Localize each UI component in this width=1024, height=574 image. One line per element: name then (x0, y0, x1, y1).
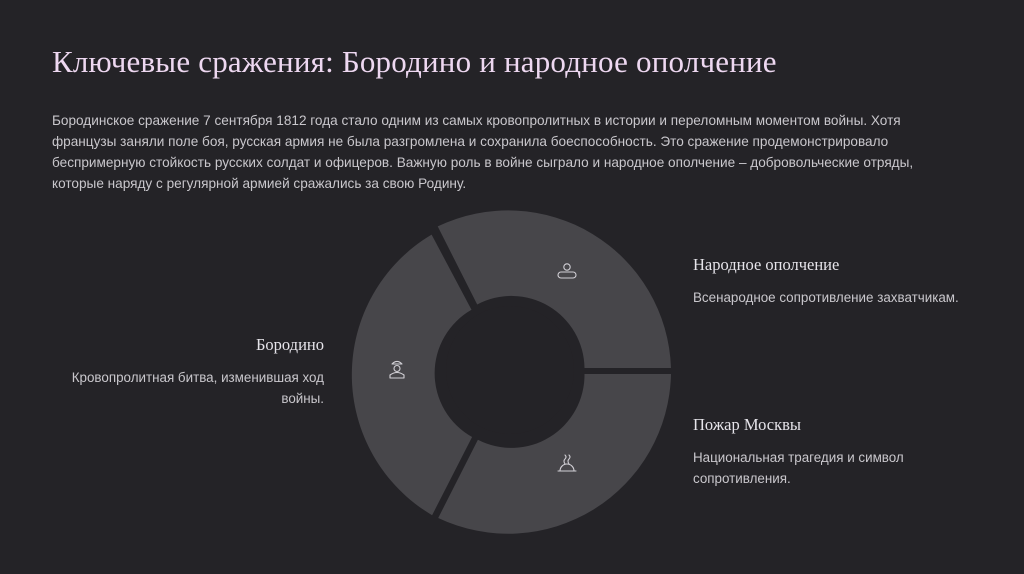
moscow-fire-text: Национальная трагедия и символ сопротивления. (693, 450, 904, 486)
label-borodino (40, 335, 324, 409)
label-moscow-fire (693, 415, 993, 489)
borodino-title: Бородино (255, 335, 324, 354)
center-hole (446, 306, 574, 434)
label-militia (693, 255, 993, 308)
intro-paragraph: Бородинское сражение 7 сентября 1812 года стало одним из самых кровопролитных в истории и переломным моментом войны. Хотя французы заняли поле боя, русская армия не была разгромлена и сохранила боеспособность. Это сражение продемонстрировало беспримерную стойкость русских солдат и офицеров. Важную роль в войне сыграло и народное ополчение – добровольческие отряды, которые наряду с регулярной армией сражались за свою Родину. (52, 113, 914, 191)
page-title: Ключевые сражения: Бородино и народное ополчение (52, 44, 777, 79)
militia-title: Народное ополчение (693, 255, 840, 274)
militia-text: Всенародное сопротивление захватчикам. (693, 290, 959, 305)
borodino-text: Кровопролитная битва, изменившая ход войны. (71, 370, 324, 406)
moscow-fire-title: Пожар Москвы (693, 415, 801, 434)
